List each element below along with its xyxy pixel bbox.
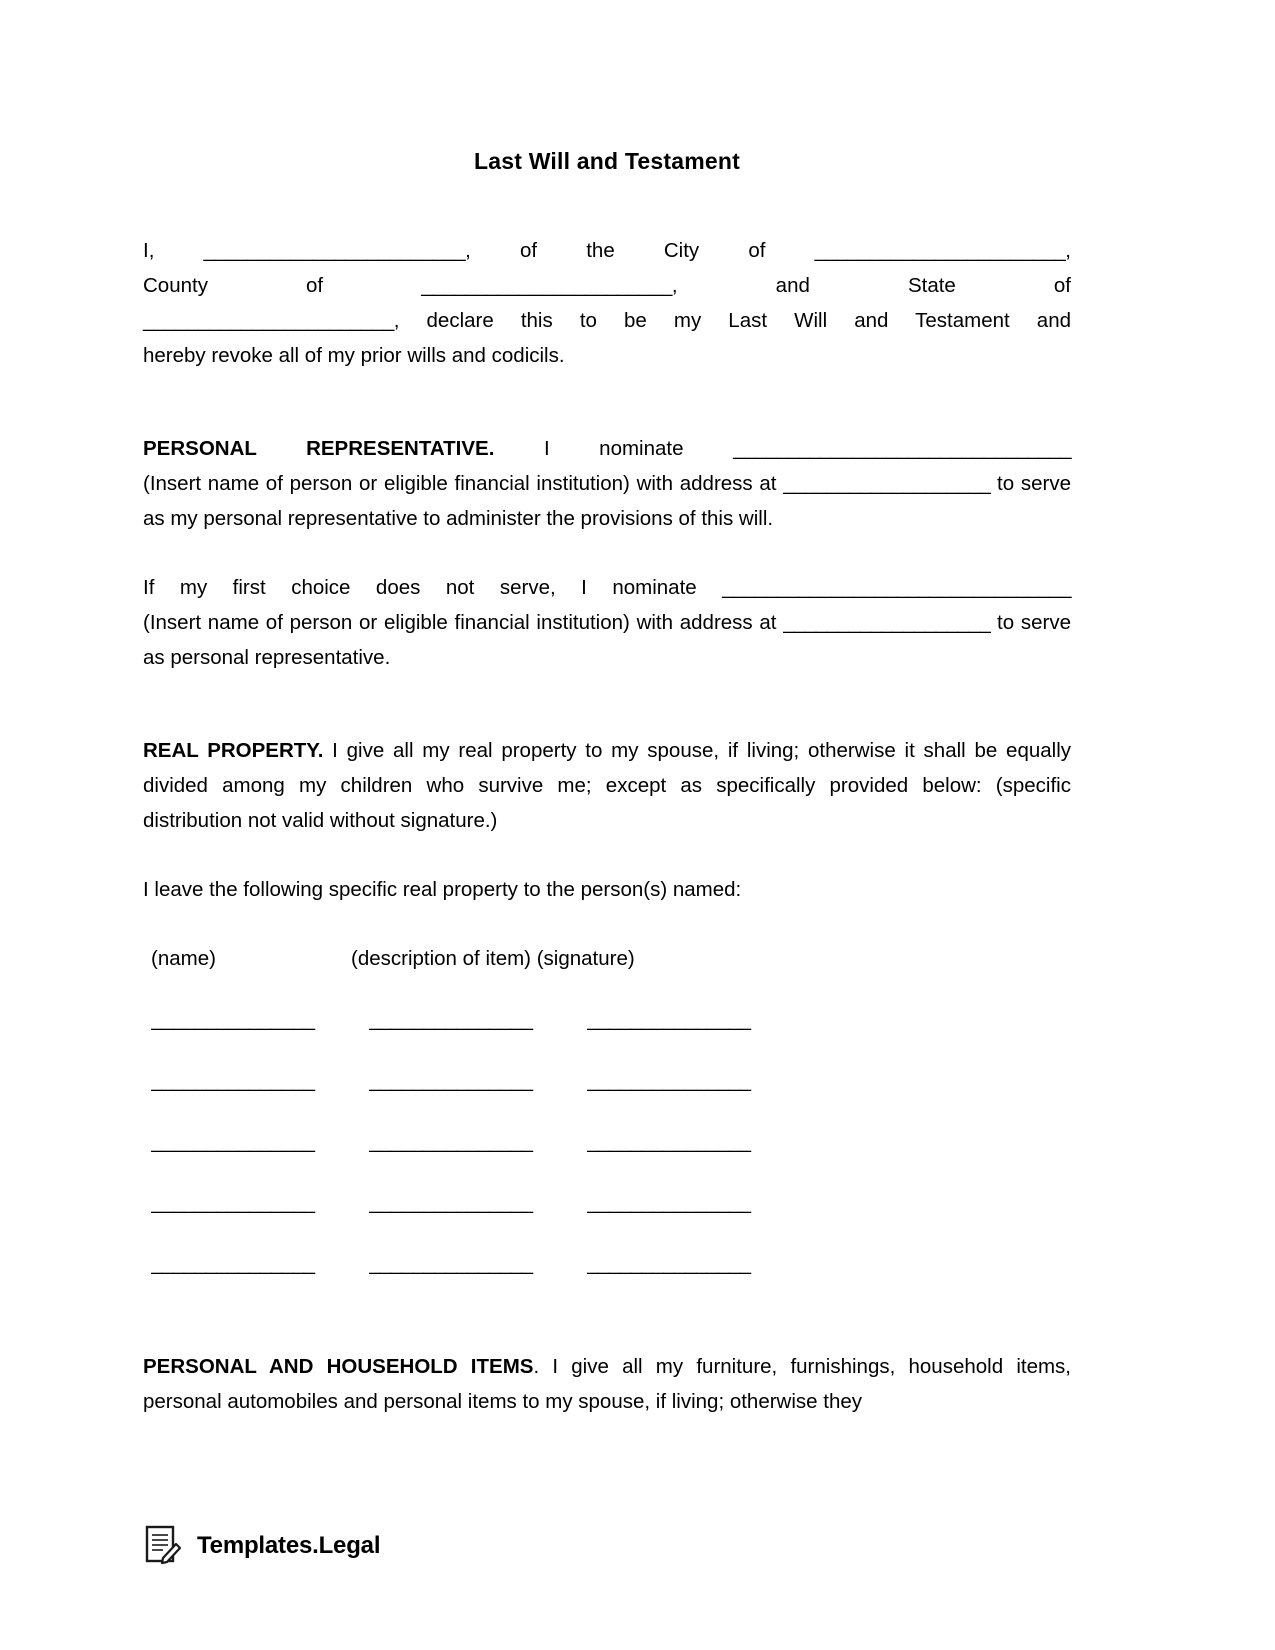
section-heading: PERSONAL AND HOUSEHOLD ITEMS bbox=[143, 1355, 534, 1378]
nominate-line-alt bbox=[143, 570, 1071, 605]
signature-line[interactable]: _______________ bbox=[587, 1254, 751, 1274]
section-heading: REAL PROPERTY. bbox=[143, 739, 324, 762]
intro-line-2 bbox=[143, 268, 1071, 303]
section-heading: PERSONAL REPRESENTATIVE. bbox=[143, 437, 495, 460]
description-line[interactable]: _______________ bbox=[369, 1132, 533, 1152]
alt-address-blank: ___________________ bbox=[783, 611, 991, 634]
name-line[interactable]: _______________ bbox=[151, 1193, 315, 1213]
section-text: . I give all my furniture, furnishings, household items, personal automobiles and personal items to my spouse, if living; otherwise they bbox=[143, 1355, 1072, 1413]
signature-line[interactable]: _______________ bbox=[587, 1132, 751, 1152]
intro-line-4: hereby revoke all of my prior wills and codicils. bbox=[143, 344, 565, 367]
name-line[interactable]: _______________ bbox=[151, 1254, 315, 1274]
alt-representative-blank: ________________________________ bbox=[722, 576, 1071, 599]
intro-text: , bbox=[1065, 239, 1071, 262]
intro-text: , declare this to be my Last Will and Testament and bbox=[393, 309, 1071, 332]
description-line[interactable]: _______________ bbox=[369, 1071, 533, 1091]
table-row bbox=[151, 1010, 1071, 1030]
column-header-name: (name) bbox=[151, 947, 216, 970]
intro-line-3 bbox=[143, 303, 1071, 338]
real-property-blank-lines bbox=[143, 1010, 1071, 1274]
section-personal-household-items bbox=[143, 1349, 1071, 1419]
footer-branding bbox=[143, 1524, 380, 1568]
section-text: I give all my real property to my spouse, if living; otherwise it shall be equally divided among my children who survive me; except as specifically provided below: (specific distribution not valid without signature.) bbox=[143, 739, 1072, 832]
section-text: to serve as my personal representative to administer the provisions of this will. bbox=[143, 472, 1071, 530]
description-line[interactable]: _______________ bbox=[369, 1254, 533, 1274]
county-blank: _______________________ bbox=[421, 274, 672, 297]
document-with-pen-icon bbox=[143, 1524, 183, 1568]
nominate-line bbox=[143, 431, 1071, 466]
intro-text: County of bbox=[143, 274, 422, 297]
intro-text: , and State of bbox=[671, 274, 1071, 297]
intro-text: I, bbox=[143, 239, 204, 262]
section-personal-representative bbox=[143, 431, 1071, 536]
name-line[interactable]: _______________ bbox=[151, 1010, 315, 1030]
section-alternate-representative bbox=[143, 570, 1071, 675]
intro-paragraph bbox=[143, 233, 1071, 373]
table-row bbox=[151, 1193, 1071, 1213]
brand-name: Templates.Legal bbox=[197, 1532, 381, 1559]
address-blank: ___________________ bbox=[783, 472, 991, 495]
intro-text: , of the City of bbox=[465, 239, 815, 262]
signature-line[interactable]: _______________ bbox=[587, 1193, 751, 1213]
name-line[interactable]: _______________ bbox=[151, 1071, 315, 1091]
table-row bbox=[151, 1071, 1071, 1091]
section-text: If my first choice does not serve, I nominate bbox=[143, 576, 723, 599]
section-text: to serve as personal representative. bbox=[143, 611, 1071, 669]
signature-line[interactable]: _______________ bbox=[587, 1071, 751, 1091]
document-body bbox=[143, 0, 1071, 1419]
real-property-column-headers bbox=[143, 941, 1071, 976]
description-line[interactable]: _______________ bbox=[369, 1010, 533, 1030]
section-text: (Insert name of person or eligible financial institution) with address at bbox=[143, 611, 777, 634]
intro-line-1 bbox=[143, 233, 1071, 268]
description-line[interactable]: _______________ bbox=[369, 1193, 533, 1213]
section-text: I nominate bbox=[494, 437, 734, 460]
name-line[interactable]: _______________ bbox=[151, 1132, 315, 1152]
signature-line[interactable]: _______________ bbox=[587, 1010, 751, 1030]
state-blank: _______________________ bbox=[143, 309, 394, 332]
table-row bbox=[151, 1132, 1071, 1152]
section-real-property bbox=[143, 733, 1071, 838]
section-text: (Insert name of person or eligible financial institution) with address at bbox=[143, 472, 777, 495]
table-row bbox=[151, 1254, 1071, 1274]
real-property-list-intro: I leave the following specific real property to the person(s) named: bbox=[143, 878, 742, 901]
column-header-description-signature: (description of item) (signature) bbox=[351, 947, 635, 970]
name-blank: ________________________ bbox=[203, 239, 466, 262]
page-title: Last Will and Testament bbox=[474, 148, 740, 174]
city-blank: _______________________ bbox=[814, 239, 1066, 262]
representative-blank: _______________________________ bbox=[733, 437, 1071, 460]
